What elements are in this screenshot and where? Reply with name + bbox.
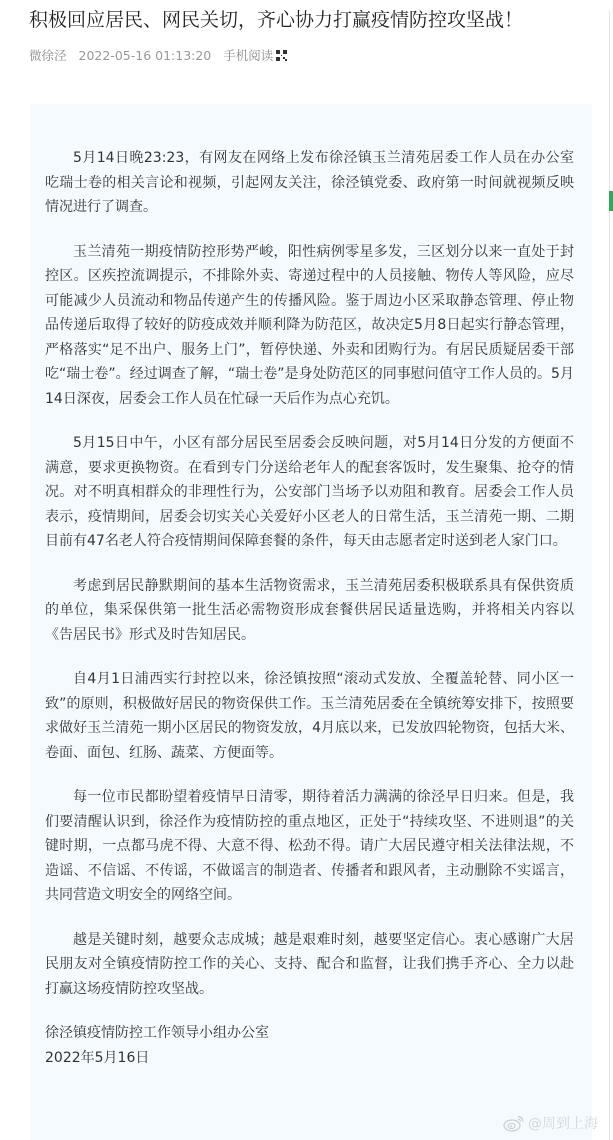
scroll-position-marker[interactable] <box>609 191 613 211</box>
signature-block <box>45 1021 574 1070</box>
side-rail-divider <box>609 10 610 1140</box>
signature-org: 徐泾镇疫情防控工作领导小组办公室 <box>45 1025 269 1041</box>
author-link[interactable]: 微徐泾 <box>29 48 67 63</box>
weibo-icon <box>503 1114 525 1132</box>
signature-date: 2022年5月16日 <box>45 1049 150 1066</box>
watermark-text: @周到上海 <box>528 1116 598 1132</box>
publish-datetime: 2022-05-16 01:13:20 <box>78 48 212 63</box>
paragraph: 5月15日中午，小区有部分居民至居委会反映问题，对5月14日分发的方便面不满意，要求更换物资。在看到专门分送给老年人的配套客饭时，发生聚集、抢夺的情况。对不明真相群众的非理性行为，公安部门当场予以劝阻和教育。居委会工作人员表示，疫情期间，居委会切实关心关爱好小区老人的日常生活，玉兰清苑一期、二期目前有47名老人符合疫情期间保障套餐的条件，每天由志愿者定时送到老人家门口。 <box>45 435 574 549</box>
paragraph: 自4月1日浦西实行封控以来，徐泾镇按照“滚动式发放、全覆盖轮替、同小区一致”的原则，积极做好居民的物资保供工作。玉兰清苑居委在全镇统筹安排下，按照要求做好玉兰清苑一期小区居民的物资发放，4月底以来，已发放四轮物资，包括大米、卷面、面包、红肠、蔬菜、方便面等。 <box>45 671 574 761</box>
article-title: 积极回应居民、网民关切，齐心协力打赢疫情防控攻坚战！ <box>29 9 524 31</box>
article-body <box>45 146 574 1070</box>
paragraph: 玉兰清苑一期疫情防控形势严峻，阳性病例零星多发，三区划分以来一直处于封控区。区疾控流调提示，不排除外卖、寄递过程中的人员接触、物传人等风险，应尽可能减少人员流动和物品传递产生的传播风险。鉴于周边小区采取静态管理、停止物品传递后取得了较好的防疫成效并顺利降为防范区，故决定5月8日起实行静态管理，严格落实“足不出户、服务上门”，暂停快递、外卖和团购行为。有居民质疑居委干部吃“瑞士卷”。经过调查了解，“瑞士卷”是身处防范区的同事慰问值守工作人员的。5月14日深夜，居委会工作人员在忙碌一天后作为点心充饥。 <box>45 243 574 407</box>
qr-code-icon[interactable] <box>276 50 287 61</box>
paragraph: 5月14日晚23:23，有网友在网络上发布徐泾镇玉兰清苑居委工作人员在办公室吃瑞士卷的相关言论和视频，引起网友关注，徐泾镇党委、政府第一时间就视频反映情况进行了调查。 <box>45 150 574 215</box>
paragraph: 越是关键时刻，越要众志成城；越是艰难时刻，越要坚定信心。衷心感谢广大居民朋友对全镇疫情防控工作的关心、支持、配合和监督，让我们携手齐心、全力以赴打赢这场疫情防控攻坚战。 <box>45 931 574 997</box>
mobile-read-label[interactable]: 手机阅读 <box>223 48 274 63</box>
source-watermark <box>503 1113 598 1133</box>
paragraph: 考虑到居民静默期间的基本生活物资需求，玉兰清苑居委积极联系具有保供资质的单位，集采保供第一批生活必需物资形成套餐供居民适量选购，并将相关内容以《告居民书》形式及时告知居民。 <box>45 577 574 643</box>
article-meta <box>29 47 295 65</box>
paragraph: 每一位市民都盼望着疫情早日清零，期待着活力满满的徐泾早日归来。但是，我们要清醒认识到，徐泾作为疫情防控的重点地区，正处于“持续攻坚、不进则退”的关键时期，一点都马虎不得、大意不得、松劲不得。请广大居民遵守相关法律法规，不造谣、不信谣、不传谣，不做谣言的制造者、传播者和跟风者，主动删除不实谣言，共同营造文明安全的网络空间。 <box>45 789 574 903</box>
